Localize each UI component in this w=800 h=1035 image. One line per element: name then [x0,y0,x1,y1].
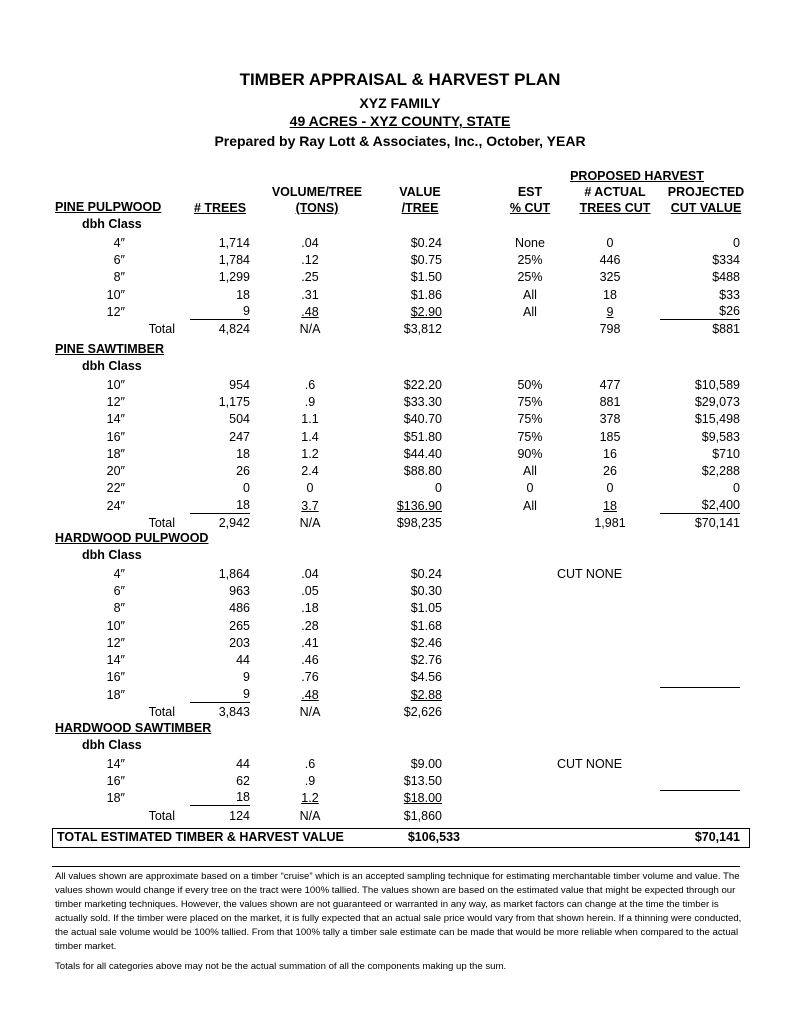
total-cell-vol: N/A [299,322,321,337]
table-cell-val: $2.90 [410,304,442,319]
table-cell-vol: 1.2 [301,791,319,806]
table-cell-proj: $2,288 [701,464,740,479]
table-cell-trees: 1,714 [218,235,250,250]
table-cell-trees: 265 [229,618,250,633]
table-cell-vol: 3.7 [301,498,319,513]
table-cell-vol: .31 [301,287,319,302]
table-cell-trees: 9 [190,687,250,703]
table-cell-est: 90% [517,446,543,461]
table-cell-dbh: 16″ [106,773,125,788]
table-cell-actual: 325 [599,270,621,285]
table-cell-est: 75% [517,394,543,409]
total-label: Total [148,322,175,337]
table-cell-val: $2.46 [410,635,442,650]
section-title: PINE SAWTIMBER [55,342,165,356]
table-cell-proj: $9,583 [701,429,740,444]
total-cell-trees: 124 [229,808,250,823]
total-cell-proj: $70,141 [694,516,740,530]
table-cell-actual: 9 [606,304,614,319]
table-cell-est: 75% [517,429,543,444]
table-cell-val: $4.56 [410,670,442,685]
table-cell-trees: 963 [229,583,250,598]
table-cell-trees: 0 [243,481,250,496]
cut-none-note: CUT NONE [557,756,623,771]
total-cell-vol: N/A [299,705,321,719]
table-cell-trees: 1,299 [218,270,250,285]
total-cell-val: $1,860 [403,808,442,823]
prepared-by: Prepared by Ray Lott & Associates, Inc., October, YEAR [214,133,586,149]
dbh-class-label: dbh Class [82,359,142,374]
dbh-class-label: dbh Class [82,548,142,563]
table-cell-vol: 0 [306,481,314,496]
table-cell-val: $1.86 [410,287,442,302]
table-cell-trees: 18 [190,790,250,806]
table-cell-val: $51.80 [403,429,442,444]
table-cell-est: All [523,304,537,319]
table-cell-proj: $2,400 [660,498,740,514]
table-cell-val: $33.30 [403,394,442,409]
total-cell-vol: N/A [299,808,321,823]
table-cell-proj: $488 [712,270,740,285]
table-cell-dbh: 18″ [106,446,125,461]
table-cell-dbh: 6″ [113,252,125,267]
table-cell-proj [660,790,740,791]
table-cell-proj: 0 [733,481,740,496]
table-cell-val: $1.68 [410,618,442,633]
table-cell-actual: 0 [606,481,614,496]
total-cell-actual: 1,981 [594,516,626,530]
table-cell-vol: 1.4 [301,429,319,444]
table-cell-val: $2.76 [410,653,442,668]
grand-total-cut-value: $70,141 [694,830,740,844]
table-cell-trees: 18 [236,446,250,461]
table-cell-est: 25% [517,252,543,267]
header-projected-cut-value: PROJECTED CUT VALUE [667,185,745,215]
table-cell-trees: 247 [229,429,250,444]
table-cell-actual: 477 [599,377,621,392]
table-cell-vol: .6 [304,377,316,392]
table-cell-proj: $29,073 [694,394,740,409]
total-cell-val: $3,812 [403,322,442,337]
table-cell-trees: 1,175 [218,394,250,409]
table-cell-vol: .25 [301,270,319,285]
table-cell-vol: .48 [301,304,319,319]
total-cell-actual: 798 [599,322,621,337]
table-cell-val: $2.88 [410,687,442,702]
table-cell-actual: 26 [603,464,617,479]
table-cell-trees: 1,864 [218,566,250,581]
header-volume: VOLUME/TREE (TONS) [271,185,363,215]
header-est-cut: EST % CUT [509,185,551,215]
section-title: PINE PULPWOOD [55,200,162,214]
table-cell-val: $9.00 [410,756,442,771]
dbh-class-label: dbh Class [82,738,142,753]
table-cell-trees: 954 [229,377,250,392]
dbh-class-label: dbh Class [82,217,142,232]
table-cell-dbh: 18″ [106,687,125,702]
total-cell-trees: 3,843 [218,705,250,719]
total-cell-proj: $881 [712,322,740,337]
table-cell-actual: 16 [603,446,617,461]
table-cell-vol: .76 [301,670,319,685]
table-cell-vol: .28 [301,618,319,633]
table-cell-actual: 881 [599,394,621,409]
table-cell-actual: 18 [603,498,617,513]
grand-total-value: $106,533 [407,830,460,844]
footnote-divider [52,866,740,867]
table-cell-dbh: 14″ [106,653,125,668]
table-cell-proj [660,687,740,688]
table-cell-proj: $10,589 [694,377,740,392]
total-cell-trees: 4,824 [218,322,250,337]
table-cell-trees: 44 [236,653,250,668]
table-cell-dbh: 12″ [106,394,125,409]
table-cell-dbh: 24″ [106,498,125,513]
table-cell-actual: 0 [606,235,614,250]
table-cell-vol: .48 [301,687,319,702]
total-label: Total [148,705,175,719]
table-cell-proj: $26 [660,304,740,320]
table-cell-trees: 9 [243,670,250,685]
table-cell-val: $18.00 [403,791,442,806]
total-cell-trees: 2,942 [218,516,250,530]
table-cell-vol: .05 [301,583,319,598]
table-cell-vol: 1.1 [301,412,319,427]
acres-location: 49 ACRES - XYZ COUNTY, STATE [289,113,511,129]
family-name: XYZ FAMILY [359,95,441,111]
document-title: TIMBER APPRAISAL & HARVEST PLAN [239,70,561,89]
proposed-harvest-header: PROPOSED HARVEST [570,169,704,183]
table-cell-val: $0.30 [410,583,442,598]
total-label: Total [148,808,175,823]
table-cell-dbh: 12″ [106,635,125,650]
header-actual-cut: # ACTUAL TREES CUT [579,185,651,215]
section-title: HARDWOOD SAWTIMBER [55,721,212,735]
table-cell-dbh: 20″ [106,464,125,479]
table-cell-proj: $15,498 [694,412,740,427]
table-cell-val: $1.05 [410,601,442,616]
table-cell-val: $1.50 [410,270,442,285]
table-cell-proj: $33 [719,287,740,302]
table-cell-dbh: 14″ [106,756,125,771]
table-cell-val: $136.90 [396,498,442,513]
table-cell-trees: 9 [190,304,250,320]
table-cell-val: $0.75 [410,252,442,267]
table-cell-trees: 44 [236,756,250,771]
section-title: HARDWOOD PULPWOOD [55,531,209,545]
table-cell-dbh: 4″ [113,566,125,581]
table-cell-val: $40.70 [403,412,442,427]
table-cell-vol: .04 [301,235,319,250]
total-cell-val: $2,626 [403,705,442,719]
table-cell-trees: 504 [229,412,250,427]
header-value: VALUE /TREE [399,185,441,215]
table-cell-val: $0.24 [410,566,442,581]
table-cell-est: All [523,464,537,479]
table-cell-est: 25% [517,270,543,285]
table-cell-vol: .04 [301,566,319,581]
table-cell-dbh: 4″ [113,235,125,250]
table-cell-dbh: 14″ [106,412,125,427]
table-cell-vol: 2.4 [301,464,319,479]
footnote-disclaimer: All values shown are approximate based on a timber “cruise” which is an accepted sampling technique for estimating merchantable timber volume and value. The values shown would change if every tree on the tract were 100% tallied. The values shown are based on the estimated value that might be expected through our timber marketing techniques. However, the values shown are not guaranteed or warranted in any way, as market factors can change at the time the timber is actually sold. If the timber were placed on the market, it is fully expected that an actual sale price would vary from that shown herein. If a thinning were conducted, the actual sale volume would be 100% tallied. From that 100% tally a timber sale estimate can be made that would be more reliable when compared to the actual timber market. [55,871,742,952]
table-cell-est: All [523,287,537,302]
table-cell-trees: 1,784 [218,252,250,267]
table-cell-trees: 18 [190,498,250,514]
table-cell-vol: .6 [304,756,316,771]
table-cell-dbh: 10″ [106,377,125,392]
table-cell-est: 75% [517,412,543,427]
table-cell-val: $13.50 [403,773,442,788]
table-cell-est: None [515,235,545,250]
table-cell-vol: .18 [301,601,319,616]
table-cell-proj: $710 [712,446,740,461]
table-cell-val: 0 [435,481,442,496]
table-cell-vol: .41 [301,635,319,650]
table-cell-val: $0.24 [410,235,442,250]
table-cell-dbh: 10″ [106,618,125,633]
table-cell-est: All [523,498,537,513]
table-cell-val: $88.80 [403,464,442,479]
table-cell-dbh: 12″ [106,304,125,319]
table-cell-dbh: 10″ [106,287,125,302]
footnote-totals: Totals for all categories above may not be the actual summation of all the components making up the sum. [55,961,507,972]
table-cell-actual: 446 [599,252,621,267]
total-cell-vol: N/A [299,516,321,530]
grand-total-label: TOTAL ESTIMATED TIMBER & HARVEST VALUE [57,830,344,844]
table-cell-dbh: 8″ [113,601,125,616]
table-cell-actual: 378 [599,412,621,427]
table-cell-vol: .9 [304,394,316,409]
table-cell-trees: 203 [229,635,250,650]
table-cell-actual: 18 [603,287,617,302]
total-cell-val: $98,235 [396,516,442,530]
total-label: Total [148,516,175,530]
table-cell-trees: 18 [236,287,250,302]
table-cell-proj: $334 [712,252,740,267]
table-cell-vol: .12 [301,252,319,267]
table-cell-vol: .9 [304,773,316,788]
table-cell-dbh: 18″ [106,791,125,806]
table-cell-est: 0 [526,481,534,496]
table-cell-val: $22.20 [403,377,442,392]
header-trees: # TREES [193,201,247,215]
table-cell-proj: 0 [733,235,740,250]
table-cell-dbh: 22″ [106,481,125,496]
table-cell-vol: .46 [301,653,319,668]
table-cell-dbh: 16″ [106,670,125,685]
table-cell-trees: 486 [229,601,250,616]
table-cell-dbh: 8″ [113,270,125,285]
cut-none-note: CUT NONE [557,566,623,581]
table-cell-est: 50% [517,377,543,392]
table-cell-trees: 26 [236,464,250,479]
table-cell-dbh: 6″ [113,583,125,598]
table-cell-trees: 62 [236,773,250,788]
table-cell-vol: 1.2 [301,446,319,461]
table-cell-val: $44.40 [403,446,442,461]
table-cell-dbh: 16″ [106,429,125,444]
table-cell-actual: 185 [599,429,621,444]
